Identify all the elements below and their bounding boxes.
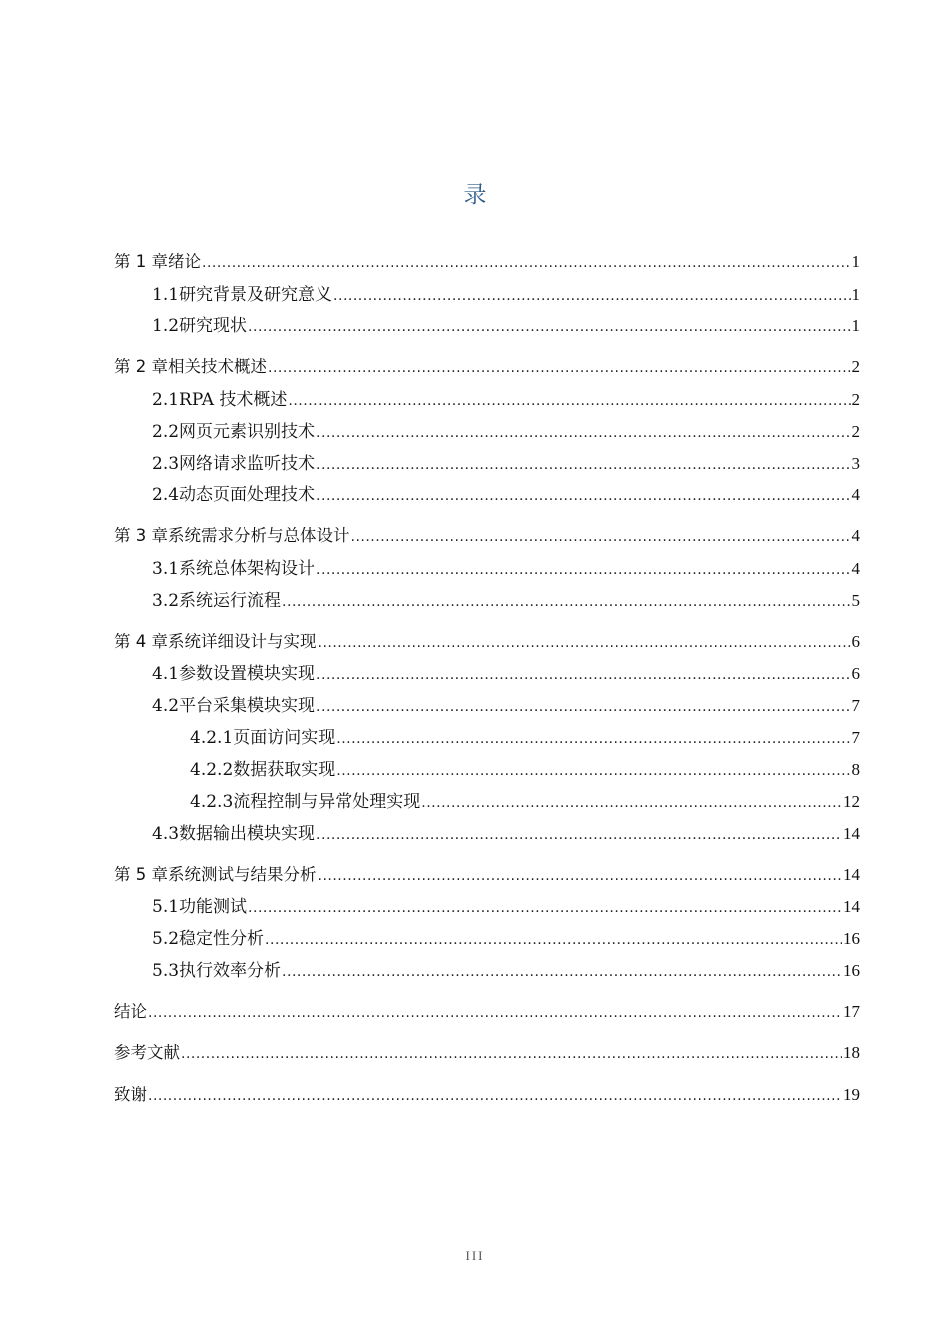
toc-leader-dots <box>268 360 851 376</box>
toc-entry-number: 第 2 章 <box>114 357 168 376</box>
toc-entry-label: 致谢 <box>114 1085 147 1104</box>
toc-entry-page: 6 <box>851 632 860 651</box>
toc-leader-dots <box>248 319 850 335</box>
toc-leader-dots <box>181 1046 842 1062</box>
toc-entry[interactable] <box>114 659 860 683</box>
toc-leader-dots <box>316 425 850 441</box>
toc-entry-label: 稳定性分析 <box>179 929 265 949</box>
page-title: 录 <box>463 182 487 208</box>
toc-entry-number: 2.3 <box>152 454 180 474</box>
toc-leader-dots <box>316 699 850 715</box>
toc-entry-number: 4.2.2 <box>190 760 234 780</box>
toc-leader-dots <box>282 964 842 980</box>
toc-entry-page: 12 <box>843 792 860 811</box>
toc-entry-page: 2 <box>851 357 860 376</box>
toc-leader-dots <box>333 288 850 304</box>
toc-entry-number: 4.1 <box>152 664 180 684</box>
toc-entry[interactable] <box>114 417 860 441</box>
toc-entry[interactable] <box>114 522 860 546</box>
toc-entry[interactable] <box>114 787 860 811</box>
toc-entry[interactable] <box>114 248 860 272</box>
toc-entry-label: 网络请求监听技术 <box>179 454 316 474</box>
toc-entry-label: 数据输出模块实现 <box>179 824 316 844</box>
toc-entry[interactable] <box>114 586 860 610</box>
toc-entry-label: 参数设置模块实现 <box>179 664 316 684</box>
toc-entry-number: 第 1 章 <box>114 252 168 271</box>
toc-entry-page: 4 <box>851 485 860 504</box>
toc-entry-page: 16 <box>843 929 860 948</box>
toc-entry-page: 7 <box>851 728 860 747</box>
toc-entry-page: 18 <box>843 1043 860 1062</box>
toc-leader-dots <box>318 868 843 884</box>
toc-entry-number: 4.3 <box>152 824 180 844</box>
toc-entry-page: 6 <box>851 664 860 683</box>
toc-leader-dots <box>248 900 842 916</box>
toc-entry-number: 3.2 <box>152 591 180 611</box>
toc-entry[interactable] <box>114 311 860 335</box>
toc-entry[interactable] <box>114 449 860 473</box>
toc-entry[interactable] <box>114 480 860 504</box>
toc-entry-label: 动态页面处理技术 <box>179 485 316 505</box>
toc-entry[interactable] <box>114 385 860 409</box>
toc-entry[interactable] <box>114 1039 860 1063</box>
toc-entry-page: 2 <box>851 422 860 441</box>
toc-leader-dots <box>421 795 842 811</box>
toc-entry-page: 4 <box>851 526 860 545</box>
toc-entry-page: 2 <box>851 390 860 409</box>
toc-leader-dots <box>318 635 851 651</box>
toc-leader-dots <box>351 529 851 545</box>
toc-entry-label: 执行效率分析 <box>179 961 282 981</box>
toc-entry-number: 4.2.1 <box>190 728 234 748</box>
toc-entry-label: 系统需求分析与总体设计 <box>168 526 350 545</box>
toc-entry[interactable] <box>114 554 860 578</box>
toc-entry-page: 17 <box>843 1002 860 1021</box>
toc-entry-label: 系统总体架构设计 <box>179 559 316 579</box>
toc-entry-number: 4.2 <box>152 696 180 716</box>
toc-entry-page: 14 <box>843 865 860 884</box>
toc-entry-page: 16 <box>843 961 860 980</box>
toc-entry-number: 1.1 <box>152 285 180 305</box>
toc-entry[interactable] <box>114 280 860 304</box>
toc-entry[interactable] <box>114 861 860 885</box>
toc-entry[interactable] <box>114 819 860 843</box>
toc-entry-number: 2.2 <box>152 422 180 442</box>
toc-entry[interactable] <box>114 628 860 652</box>
toc-entry[interactable] <box>114 755 860 779</box>
toc-entry[interactable] <box>114 691 860 715</box>
toc-entry-number: 5.1 <box>152 897 180 917</box>
toc-entry-page: 1 <box>851 252 860 271</box>
toc-entry-page: 3 <box>851 454 860 473</box>
page-number-footer: III <box>465 1248 485 1263</box>
toc-entry-label: 页面访问实现 <box>233 728 336 748</box>
toc-entry-page: 7 <box>851 696 860 715</box>
toc-entry[interactable] <box>114 998 860 1022</box>
toc-leader-dots <box>336 731 850 747</box>
toc-leader-dots <box>202 255 851 271</box>
toc-entry-number: 3.1 <box>152 559 180 579</box>
toc-entry-number: 第 3 章 <box>114 526 168 545</box>
toc-entry-number: 1.2 <box>152 316 180 336</box>
toc-entry-number: 5.2 <box>152 929 180 949</box>
toc-leader-dots <box>148 1088 842 1104</box>
toc-entry[interactable] <box>114 1081 860 1105</box>
toc-entry-label: 研究背景及研究意义 <box>179 285 333 305</box>
toc-entry-page: 5 <box>851 591 860 610</box>
toc-entry[interactable] <box>114 353 860 377</box>
toc-entry[interactable] <box>114 956 860 980</box>
toc-entry-label: 相关技术概述 <box>168 357 267 376</box>
toc-entry-label: 平台采集模块实现 <box>179 696 316 716</box>
toc-leader-dots <box>316 562 850 578</box>
toc-leader-dots <box>148 1005 842 1021</box>
toc-entry-label: 研究现状 <box>179 316 248 336</box>
toc-entry-page: 1 <box>851 316 860 335</box>
toc-entry-page: 8 <box>851 760 860 779</box>
toc-leader-dots <box>316 488 850 504</box>
toc-entry-label: RPA 技术概述 <box>179 390 288 410</box>
toc-leader-dots <box>282 594 850 610</box>
toc-entry-page: 14 <box>843 824 860 843</box>
toc-entry[interactable] <box>114 892 860 916</box>
toc-entry-label: 功能测试 <box>179 897 248 917</box>
toc-entry-number: 第 4 章 <box>114 632 168 651</box>
toc-leader-dots <box>265 932 842 948</box>
toc-leader-dots <box>316 667 850 683</box>
toc-entry-number: 第 5 章 <box>114 865 168 884</box>
toc-entry-page: 14 <box>843 897 860 916</box>
toc-entry-label: 流程控制与异常处理实现 <box>233 792 421 812</box>
toc-leader-dots <box>336 763 850 779</box>
toc-entry-label: 系统运行流程 <box>179 591 282 611</box>
toc-entry[interactable] <box>114 924 860 948</box>
toc-entry-page: 4 <box>851 559 860 578</box>
toc-entry-number: 2.4 <box>152 485 180 505</box>
toc-entry-number: 5.3 <box>152 961 180 981</box>
toc-entry-label: 结论 <box>114 1002 147 1021</box>
toc-leader-dots <box>316 827 842 843</box>
toc-entry-number: 2.1 <box>152 390 180 410</box>
toc-entry-label: 参考文献 <box>114 1043 180 1062</box>
toc-entry[interactable] <box>114 723 860 747</box>
toc-entry-number: 4.2.3 <box>190 792 234 812</box>
toc-leader-dots <box>316 457 850 473</box>
toc-entry-label: 数据获取实现 <box>233 760 336 780</box>
toc-entry-label: 网页元素识别技术 <box>179 422 316 442</box>
toc-entry-label: 系统测试与结果分析 <box>168 865 317 884</box>
toc-leader-dots <box>288 393 850 409</box>
toc-entry-page: 19 <box>843 1085 860 1104</box>
toc-entry-page: 1 <box>851 285 860 304</box>
toc-entry-label: 绪论 <box>168 252 201 271</box>
toc-entry-label: 系统详细设计与实现 <box>168 632 317 651</box>
